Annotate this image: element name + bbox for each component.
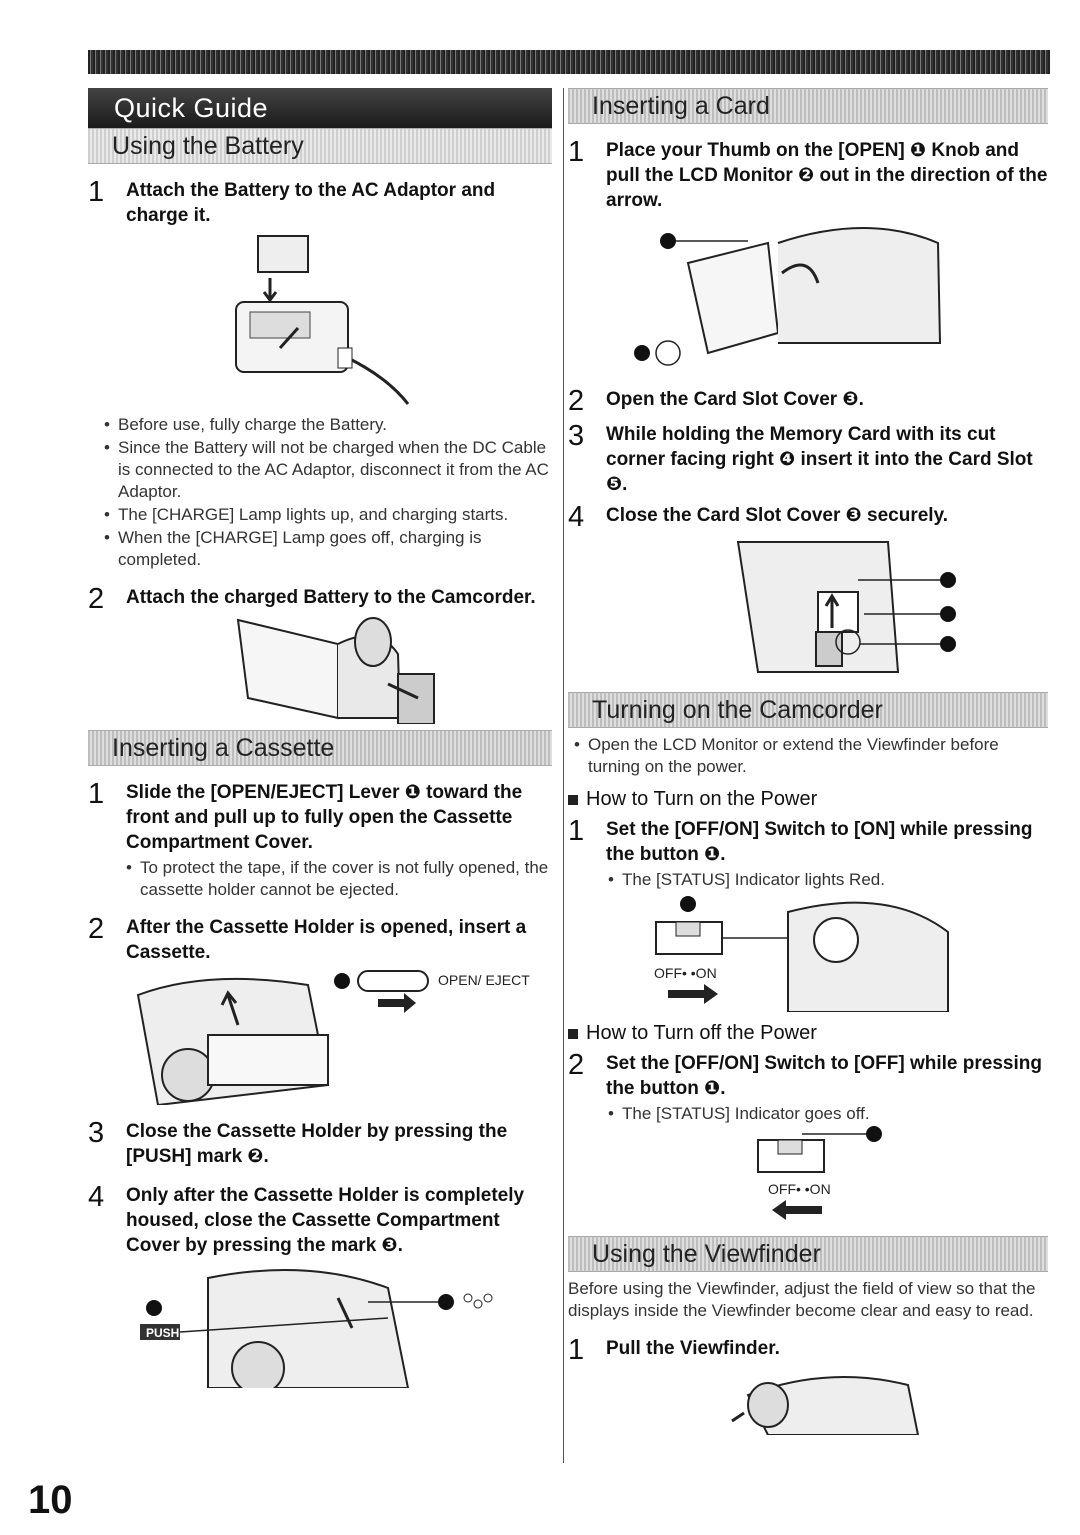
power-on-notes (568, 869, 1048, 891)
cassette-step-1 (88, 780, 552, 855)
left-column (88, 88, 552, 1388)
section-cassette-title: Inserting a Cassette (88, 730, 552, 766)
step-number: 1 (88, 778, 105, 810)
power-off-step (568, 1051, 1048, 1101)
card-slot-illustration (568, 532, 1048, 682)
turn-off-heading (568, 1022, 1048, 1045)
right-column (568, 88, 1048, 1435)
step-number: 3 (568, 420, 585, 452)
step-text: While holding the Memory Card with its cut corner facing right ❹ insert it into the Card Slot ❺. (606, 424, 1033, 495)
turn-on-heading (568, 788, 1048, 811)
step-text: Only after the Cassette Holder is completely housed, close the Cassette Compartment Cover by pressing the mark ❸. (126, 1185, 525, 1256)
step-number: 1 (568, 1334, 585, 1366)
step-number: 3 (88, 1117, 105, 1149)
push-label: PUSH (146, 1326, 180, 1340)
viewfinder-intro: Before using the Viewfinder, adjust the field of view so that the displays inside the Viewfinder become clear and easy to read. (568, 1279, 1036, 1320)
note-item: • The [CHARGE] Lamp lights up, and charging starts. (104, 504, 552, 526)
step-text: Set the [OFF/ON] Switch to [OFF] while pressing the button ❶. (606, 1053, 1042, 1099)
section-power-title: Turning on the Camcorder (568, 692, 1048, 728)
lcd-open-illustration (568, 213, 1048, 373)
power-on-step (568, 817, 1048, 867)
step-number: 4 (88, 1181, 105, 1213)
note-item: • Open the LCD Monitor or extend the Viewfinder before turning on the power. (574, 734, 1048, 778)
turn-on-heading-text: How to Turn on the Power (586, 788, 818, 810)
switch-label-off: OFF• •ON (768, 1181, 831, 1197)
square-bullet-icon (568, 795, 578, 805)
quick-guide-title: Quick Guide (88, 88, 552, 128)
cassette-open-illustration (88, 965, 552, 1105)
section-viewfinder-title: Using the Viewfinder (568, 1236, 1048, 1272)
note-item: • Before use, fully charge the Battery. (104, 414, 552, 436)
step-text: Open the Card Slot Cover ❸. (606, 389, 864, 410)
step-text: After the Cassette Holder is opened, insert a Cassette. (126, 917, 527, 963)
card-step-4 (568, 503, 1048, 532)
step-number: 2 (88, 583, 105, 615)
note-item: • The [STATUS] Indicator goes off. (608, 1103, 1048, 1125)
cassette-step-2 (88, 915, 552, 965)
battery-notes (88, 414, 552, 571)
note-item: • The [STATUS] Indicator lights Red. (608, 869, 1048, 891)
cassette-step-3 (88, 1119, 552, 1169)
power-on-illustration (568, 892, 1048, 1012)
step-number: 4 (568, 501, 585, 533)
step-text: Close the Card Slot Cover ❸ securely. (606, 505, 949, 526)
viewfinder-step-1 (568, 1336, 1048, 1365)
step-text: Set the [OFF/ON] Switch to [ON] while pressing the button ❶. (606, 819, 1033, 865)
square-bullet-icon (568, 1029, 578, 1039)
card-step-3 (568, 422, 1048, 497)
power-notes (568, 734, 1048, 778)
camcorder-battery-illustration (88, 614, 552, 724)
step-number: 1 (88, 176, 105, 208)
step-text: Pull the Viewfinder. (606, 1338, 780, 1359)
note-item: • When the [CHARGE] Lamp goes off, charging is completed. (104, 527, 552, 571)
step-number: 2 (568, 385, 585, 417)
note-item: • Since the Battery will not be charged when the DC Cable is connected to the AC Adaptor, disconnect it from the AC Adaptor. (104, 437, 552, 503)
header-bar (88, 50, 1050, 74)
cassette-close-illustration (88, 1258, 552, 1388)
power-off-illustration (568, 1126, 1048, 1236)
cassette-step-4 (88, 1183, 552, 1258)
step-number: 1 (568, 136, 585, 168)
cassette-notes (88, 857, 552, 901)
turn-off-heading-text: How to Turn off the Power (586, 1022, 817, 1044)
step-text: Place your Thumb on the [OPEN] ❶ Knob and pull the LCD Monitor ❷ out in the direction of the arrow. (606, 140, 1048, 211)
switch-label-on: OFF• •ON (654, 965, 717, 981)
section-battery-title: Using the Battery (88, 128, 552, 164)
battery-charger-illustration (88, 228, 552, 408)
step-text: Slide the [OPEN/EJECT] Lever ❶ toward the front and pull up to fully open the Cassette Compartment Cover. (126, 782, 523, 853)
step-text: Attach the Battery to the AC Adaptor and charge it. (126, 180, 496, 226)
battery-step-2 (88, 585, 552, 614)
note-item: • To protect the tape, if the cover is not fully opened, the cassette holder cannot be ejected. (126, 857, 552, 901)
step-text: Attach the charged Battery to the Camcorder. (126, 587, 536, 608)
step-number: 2 (88, 913, 105, 945)
step-number: 1 (568, 815, 585, 847)
battery-step-1 (88, 178, 552, 228)
open-eject-label: OPEN/ EJECT (438, 972, 530, 988)
card-step-2 (568, 387, 1048, 416)
viewfinder-illustration (568, 1365, 1048, 1435)
card-step-1 (568, 138, 1048, 213)
section-card-title: Inserting a Card (568, 88, 1048, 124)
step-number: 2 (568, 1049, 585, 1081)
power-off-notes (568, 1103, 1048, 1125)
step-text: Close the Cassette Holder by pressing the [PUSH] mark ❷. (126, 1121, 508, 1167)
column-divider (563, 88, 564, 1463)
page-number: 10 (28, 1478, 73, 1522)
